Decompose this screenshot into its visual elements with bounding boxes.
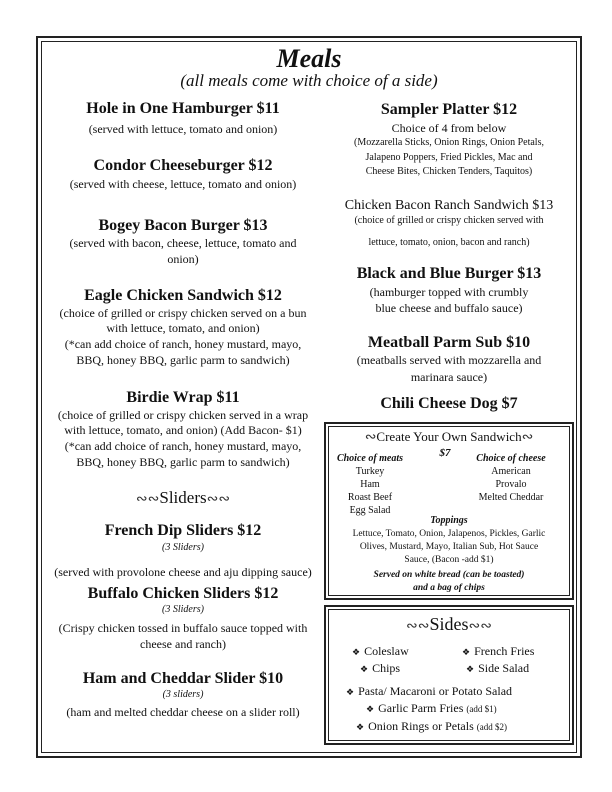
item-desc: (*can add choice of ranch, honey mustard, mayo, <box>64 439 302 453</box>
item-desc: (*can add choice of ranch, honey mustard, mayo, <box>64 337 302 351</box>
cheese-column <box>466 452 556 504</box>
item-name: Birdie Wrap $11 <box>126 389 240 406</box>
item-desc: (ham and melted cheddar cheese on a slider roll) <box>66 705 300 719</box>
item-desc: blue cheese and buffalo sauce) <box>375 301 523 315</box>
page-subtitle: (all meals come with choice of a side) <box>180 71 438 90</box>
item-name: Chicken Bacon Ranch Sandwich $13 <box>344 198 554 213</box>
side-item: ❖ Onion Rings or Petals (add $2) <box>356 719 507 733</box>
item-desc: (served with provolone cheese and aju dipping sauce) <box>54 565 312 579</box>
toppings-line: Lettuce, Tomato, Onion, Jalapenos, Pickles, Garlic <box>352 529 546 539</box>
swirl-ornament-icon: ∾∾ <box>468 619 492 634</box>
item-desc: (Mozzarella Sticks, Onion Rings, Onion Petals, <box>354 137 544 148</box>
item-name: Meatball Parm Sub $10 <box>367 334 531 351</box>
diamond-bullet-icon: ❖ <box>352 647 361 657</box>
side-item: ❖ Side Salad <box>466 661 530 675</box>
cheese-option: Melted Cheddar <box>478 492 544 503</box>
cheese-title: Choice of cheese <box>476 453 546 464</box>
item-desc: (Crispy chicken tossed in buffalo sauce topped with <box>58 621 308 635</box>
item-name: Condor Cheeseburger $12 <box>93 157 273 174</box>
item-name: French Dip Sliders $12 <box>104 522 262 539</box>
cheese-option: American <box>491 466 531 477</box>
create-your-own-price: $7 <box>439 447 451 459</box>
swirl-ornament-icon: ∾∾ <box>135 492 160 507</box>
served-note: Served on white bread (can be toasted) <box>373 570 525 580</box>
item-name: Bogey Bacon Burger $13 <box>98 217 268 234</box>
item-desc: (served with lettuce, tomato and onion) <box>88 122 278 136</box>
toppings-line: Olives, Mustard, Mayo, Italian Sub, Hot Sauce <box>359 542 539 552</box>
side-addon-price: (add $2) <box>476 722 507 732</box>
meats-title: Choice of meats <box>336 453 404 464</box>
served-note: and a bag of chips <box>413 583 485 593</box>
item-desc: onion) <box>167 252 199 266</box>
swirl-ornament-icon: ∾∾ <box>406 619 430 634</box>
item-name: Eagle Chicken Sandwich $12 <box>84 287 282 304</box>
item-name: Ham and Cheddar Slider $10 <box>82 670 284 687</box>
item-desc: (meatballs served with mozzarella and <box>356 353 542 367</box>
item-desc: cheese and ranch) <box>140 637 226 651</box>
item-desc: (served with cheese, lettuce, tomato and onion) <box>69 177 297 191</box>
item-desc: Cheese Bites, Chicken Tenders, Taquitos) <box>365 166 533 177</box>
side-item: ❖ Chips <box>360 661 401 675</box>
item-desc: BBQ, honey BBQ, garlic parm to sandwich) <box>76 455 290 469</box>
item-desc: (choice of grilled or crispy chicken served in a wrap <box>57 408 309 422</box>
meat-option: Ham <box>360 479 380 490</box>
item-desc: (choice of grilled or crispy chicken served with <box>354 215 544 226</box>
swirl-ornament-icon: ∾∾ <box>206 492 231 507</box>
item-name: Black and Blue Burger $13 <box>356 265 542 282</box>
page-title: Meals <box>276 44 342 73</box>
create-your-own-heading: ∾Create Your Own Sandwich∾ <box>364 429 534 445</box>
item-name: Hole in One Hamburger $11 <box>86 100 280 117</box>
meat-option: Egg Salad <box>349 505 391 516</box>
side-item: ❖ Garlic Parm Fries (add $1) <box>366 701 497 715</box>
sides-heading: ∾∾Sides∾∾ <box>406 614 492 634</box>
item-desc: marinara sauce) <box>410 370 488 384</box>
item-desc: with lettuce, tomato, and onion) (Add Bacon- $1) <box>64 423 302 437</box>
item-desc: BBQ, honey BBQ, garlic parm to sandwich) <box>76 353 290 367</box>
diamond-bullet-icon: ❖ <box>466 664 475 674</box>
item-desc: Jalapeno Poppers, Fried Pickles, Mac and <box>365 152 533 163</box>
diamond-bullet-icon: ❖ <box>366 704 375 714</box>
item-desc: (hamburger topped with crumbly <box>369 285 529 299</box>
cheese-option: Provalo <box>495 479 527 490</box>
side-item: ❖ French Fries <box>462 644 535 658</box>
toppings-title: Toppings <box>430 515 468 526</box>
item-desc: with lettuce, tomato, and onion) <box>106 321 260 335</box>
item-desc: lettuce, tomato, onion, bacon and ranch) <box>368 237 530 248</box>
diamond-bullet-icon: ❖ <box>360 664 369 674</box>
item-note: (3 Sliders) <box>162 542 204 553</box>
item-subtitle: Choice of 4 from below <box>391 121 507 135</box>
item-name: Buffalo Chicken Sliders $12 <box>87 585 279 602</box>
side-item: ❖ Pasta/ Macaroni or Potato Salad <box>346 684 513 698</box>
toppings-line: Sauce, (Bacon -add $1) <box>404 555 494 565</box>
swirl-ornament-icon: ∾ <box>364 430 377 445</box>
item-name: Sampler Platter $12 <box>380 101 518 118</box>
item-note: (3 sliders) <box>162 689 204 700</box>
side-item: ❖ Coleslaw <box>352 644 409 658</box>
sliders-heading: ∾∾Sliders∾∾ <box>135 488 231 507</box>
meats-column <box>332 452 408 517</box>
item-desc: (served with bacon, cheese, lettuce, tomato and <box>69 236 297 250</box>
meat-option: Roast Beef <box>347 492 393 503</box>
meat-option: Turkey <box>355 466 385 477</box>
side-addon-price: (add $1) <box>466 704 497 714</box>
diamond-bullet-icon: ❖ <box>356 722 365 732</box>
item-desc: (choice of grilled or crispy chicken served on a bun <box>59 306 307 320</box>
diamond-bullet-icon: ❖ <box>346 687 355 697</box>
item-note: (3 Sliders) <box>162 604 204 615</box>
diamond-bullet-icon: ❖ <box>462 647 471 657</box>
item-name: Chili Cheese Dog $7 <box>380 395 518 412</box>
swirl-ornament-icon: ∾ <box>521 430 534 445</box>
